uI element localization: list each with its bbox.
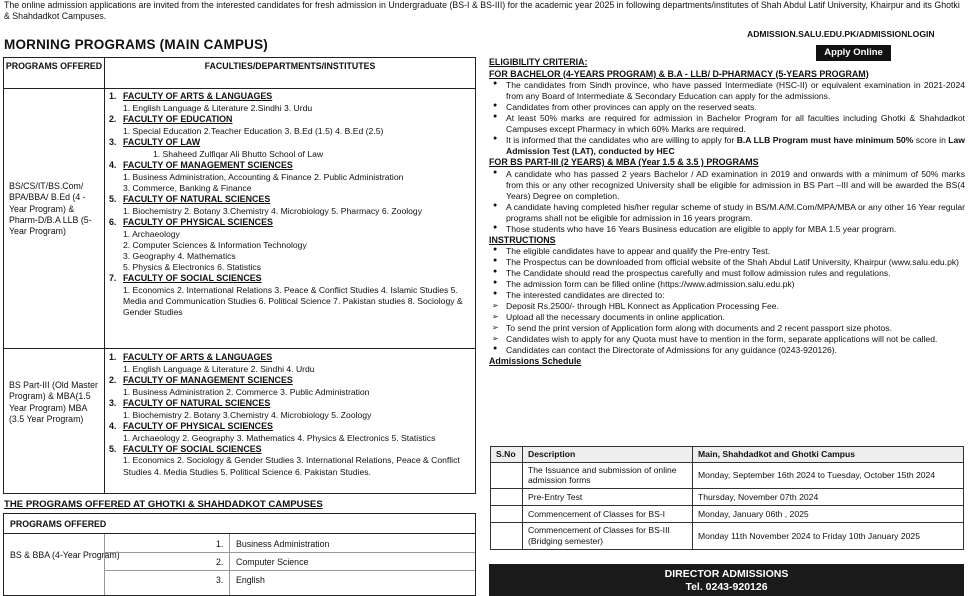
faculty-name: FACULTY OF PHYSICAL SCIENCES [123, 216, 273, 227]
schedule-description: Pre-Entry Test [523, 489, 693, 506]
programs-offered-header: PROGRAMS OFFERED [5, 61, 103, 71]
department-list: 1. Special Education 2.Teacher Education 3. B.Ed (1.5) 4. B.Ed (2.5) [123, 125, 384, 136]
department-list: 1. Shaheed Zulfiqar Ali Bhutto School of Law [153, 148, 324, 159]
schedule-date: Monday, January 06th , 2025 [693, 506, 964, 523]
intro-text: The online admission applications are invited from the interested candidates for fresh admission in Undergraduate (BS-I & BS-III) for the academic year 2025 in following departments/institutes of Shah Abdul Latif University, Khairpur and its Ghotki & Shahdadkot Campuses. [4, 0, 960, 21]
faculty-name: FACULTY OF EDUCATION [123, 113, 233, 124]
list-item: ● The Candidate should read the prospectus carefully and must follow admission rules and regulations. [489, 268, 965, 279]
department-list: 3. Commerce, Banking & Finance [123, 182, 252, 193]
director-title: DIRECTOR ADMISSIONS [664, 568, 789, 580]
instructions-title: INSTRUCTIONS [489, 234, 556, 245]
list-item: ➢ To send the print version of Application form along with documents and 2 recent passport size photos. [489, 323, 965, 334]
faculty-name: FACULTY OF LAW [123, 136, 201, 147]
bs-faculties-list [109, 91, 474, 318]
llb-bold-text: B.A LLB Program must have minimum 50% [736, 135, 914, 146]
department-list: 5. Physics & Electronics 6. Statistics [123, 262, 262, 273]
faculty-name: FACULTY OF MANAGEMENT SCIENCES [123, 374, 293, 385]
column-header: S.No [491, 447, 523, 463]
faculty-name: FACULTY OF MANAGEMENT SCIENCES [123, 159, 293, 170]
faculty-number: 4. [109, 159, 117, 170]
llb-bold-text: Law Admission Test (LAT), conducted by HEC [506, 135, 965, 157]
faculty-number: 4. [109, 420, 117, 431]
department-list: 1. Business Administration, Accounting & Finance 2. Public Administration [123, 171, 404, 182]
bs3-eligibility-title: FOR BS PART-III (2 YEARS) & MBA (Year 1.5 & 3.5 ) PROGRAMS [489, 157, 759, 168]
department-list: 1. English Language & Literature 2.Sindhi 3. Urdu [123, 102, 313, 113]
admission-url[interactable]: ADMISSION.SALU.EDU.PK/ADMISSIONLOGIN [747, 29, 935, 39]
schedule-description: Commencement of Classes for BS-III (Bridging semester) [523, 523, 693, 549]
ghotki-programs-table [3, 513, 476, 596]
list-item: ● Those students who have 16 Years Business education are eligible to apply for MBA 1.5 year program. [489, 224, 965, 235]
right-column [489, 57, 965, 368]
faculty-heading [109, 352, 474, 364]
faculty-heading [109, 421, 474, 433]
faculty-heading [109, 91, 474, 103]
faculty-heading [109, 160, 474, 172]
director-admissions-footer [489, 564, 964, 596]
bs3-faculties-list [109, 352, 474, 478]
bs-program-label: BS/CS/IT/BS.Com/ BPA/BBA/ B.Ed (4 -Year Program) & Pharm-D/B.A LLB (5-Year Program) [9, 181, 92, 236]
schedule-date: Monday, September 16th 2024 to Tuesday, October 15th 2024 [693, 462, 964, 488]
list-item: ➢ Deposit Rs.2500/- through HBL Konnect as Application Processing Fee. [489, 301, 965, 312]
ghotki-table-header: PROGRAMS OFFERED [4, 514, 475, 534]
faculty-number: 1. [109, 91, 117, 101]
list-item: ● The Prospectus can be downloaded from official website of the Shah Abdul Latif University, Khairpur (www.salu.edu.pk) [489, 257, 965, 268]
bachelor-eligibility-title: FOR BACHELOR (4-YEARS PROGRAM) & B.A - LLB/ D-PHARMACY (5-YEARS PROGRAM) [489, 68, 869, 79]
faculty-name: FACULTY OF NATURAL SCIENCES [123, 397, 271, 408]
list-item: ● The interested candidates are directed to: [489, 290, 965, 301]
faculties-header: FACULTIES/DEPARTMENTS/INSTITUTES [204, 61, 376, 71]
column-header: Description [523, 447, 693, 463]
department-list: 1. Biochemistry 2. Botany 3.Chemistry 4. Microbiology 5. Pharmacy 6. Zoology [123, 205, 422, 216]
table-header-row [491, 447, 964, 463]
admissions-schedule-table [490, 446, 964, 550]
schedule-description: The Issuance and submission of online admission forms [523, 462, 693, 488]
ghotki-programs-title: THE PROGRAMS OFFERED AT GHOTKI & SHAHDADKOT CAMPUSES [4, 499, 323, 510]
faculty-number: 7. [109, 273, 117, 284]
list-item: ● The admission form can be filled online (https://www.admission.salu.edu.pk) [489, 279, 965, 290]
department-list: 3. Geography 4. Mathematics [123, 250, 236, 261]
faculty-heading [109, 444, 474, 456]
row-number: 3. [216, 575, 224, 585]
faculty-number: 3. [109, 136, 117, 147]
list-item: ● A candidate who has passed 2 years Bachelor / AD examination in 2019 and onwards with a minimum of 50% marks from this or any other recognized University shall be eligible for admission in BS Part –III and will be awarded the BS(4 Years) Degree on completion. [489, 169, 965, 202]
faculty-number: 3. [109, 397, 117, 408]
program-name: English [236, 575, 265, 585]
faculty-number: 2. [109, 374, 117, 385]
faculty-number: 5. [109, 443, 117, 454]
schedule-title: Admissions Schedule [489, 356, 582, 367]
program-name: Computer Science [236, 557, 309, 567]
faculty-number: 6. [109, 216, 117, 227]
faculty-heading [109, 194, 474, 206]
faculty-heading [109, 217, 474, 229]
director-phone: Tel. 0243-920126 [685, 580, 768, 593]
row-number: 2. [216, 557, 224, 567]
program-name: Business Administration [236, 539, 330, 549]
department-list: 1. Biochemistry 2. Botany 3.Chemistry 4. Microbiology 5. Zoology [123, 409, 372, 420]
faculty-heading [109, 273, 474, 285]
list-item: ● Candidates can contact the Directorate of Admissions for any guidance (0243-920126). [489, 345, 965, 356]
llb-text: It is informed that the candidates who are willing to apply for [506, 135, 737, 146]
list-item: ● Candidates from other provinces can apply on the reserved seats. [489, 102, 965, 113]
faculty-heading [109, 114, 474, 126]
faculty-name: FACULTY OF PHYSICAL SCIENCES [123, 420, 273, 431]
llb-requirement [489, 135, 965, 157]
faculty-name: FACULTY OF NATURAL SCIENCES [123, 193, 271, 204]
faculty-number: 2. [109, 113, 117, 124]
eligibility-title: ELIGIBILITY CRITERIA: [489, 57, 588, 67]
faculty-heading [109, 398, 474, 410]
table-row [491, 489, 964, 506]
table-row [104, 553, 475, 571]
table-row [491, 506, 964, 523]
morning-programs-table [3, 57, 476, 494]
list-item: ● At least 50% marks are required for admission in Bachelor Program for all faculties including Ghotki & Shahdadkot Campuses except Pharmacy in which 60% Marks are required. [489, 113, 965, 135]
list-item: ➢ Candidates wish to apply for any Quota must have to mention in the form, separate applications will not be called. [489, 334, 965, 345]
department-list: 1. Economics 2. Sociology & Gender Studies 3. International Relations, Peace & Conflict Studies 4. Media Studies 5. Political Science 6. Pakistan Studies. [123, 455, 460, 477]
department-list: 1. Business Administration 2. Commerce 3. Public Administration [123, 386, 370, 397]
department-list: 1. Archaeology [123, 228, 180, 239]
list-item: ● A candidate having completed his/her regular scheme of study in BS/M.A/M.Com/MPA/MBA or any other 16 Year regular programs shall not be eligible for admission in 16 years program. [489, 202, 965, 224]
llb-text: score in [913, 135, 949, 146]
faculty-name: FACULTY OF SOCIAL SCIENCES [123, 443, 262, 454]
department-list: 1. Economics 2. International Relations 3. Peace & Conflict Studies 4. Islamic Studies 5. Media and Communication Studies 6. Political Science 7. Pakistan studies 8. Sociology & Gender Studies [123, 284, 463, 318]
bs3-program-label: BS Part-III (Old Master Program) & MBA(1.5 Year Program) MBA (3.5 Year Program) [9, 380, 98, 424]
table-row [491, 462, 964, 488]
list-item: ➢ Upload all the necessary documents in online application. [489, 312, 965, 323]
list-item: ● The eligible candidates have to appear and qualify the Pre-entry Test. [489, 246, 965, 257]
table-row [104, 571, 475, 589]
schedule-description: Commencement of Classes for BS-I [523, 506, 693, 523]
faculty-name: FACULTY OF ARTS & LANGUAGES [123, 91, 273, 101]
ghotki-program-label: BS & BBA (4-Year Program) [10, 550, 120, 560]
faculty-name: FACULTY OF SOCIAL SCIENCES [123, 273, 262, 284]
department-list: 1. Archaeology 2. Geography 3. Mathematics 4. Physics & Electronics 5. Statistics [123, 432, 436, 443]
department-list: 1. English Language & Literature 2. Sindhi 4. Urdu [123, 363, 315, 374]
faculty-number: 5. [109, 193, 117, 204]
table-row [491, 523, 964, 549]
department-list: 2. Computer Sciences & Information Technology [123, 239, 307, 250]
column-header: Main, Shahdadkot and Ghotki Campus [693, 447, 964, 463]
apply-online-button[interactable]: Apply Online [816, 45, 891, 61]
table-row [104, 535, 475, 553]
faculty-heading [109, 375, 474, 387]
morning-programs-title: MORNING PROGRAMS (MAIN CAMPUS) [4, 37, 268, 52]
list-item: ● The candidates from Sindh province, who have passed Intermediate (HSC-II) or equivalent examination in 2021-2024 from any Board of Intermediate & Secondary Education can apply for the admissions. [489, 80, 965, 102]
faculty-heading [109, 137, 474, 149]
faculty-number: 1. [109, 352, 117, 362]
schedule-date: Thursday, November 07th 2024 [693, 489, 964, 506]
row-number: 1. [216, 539, 224, 549]
schedule-date: Monday 11th November 2024 to Friday 10th January 2025 [693, 523, 964, 549]
faculty-name: FACULTY OF ARTS & LANGUAGES [123, 352, 273, 362]
